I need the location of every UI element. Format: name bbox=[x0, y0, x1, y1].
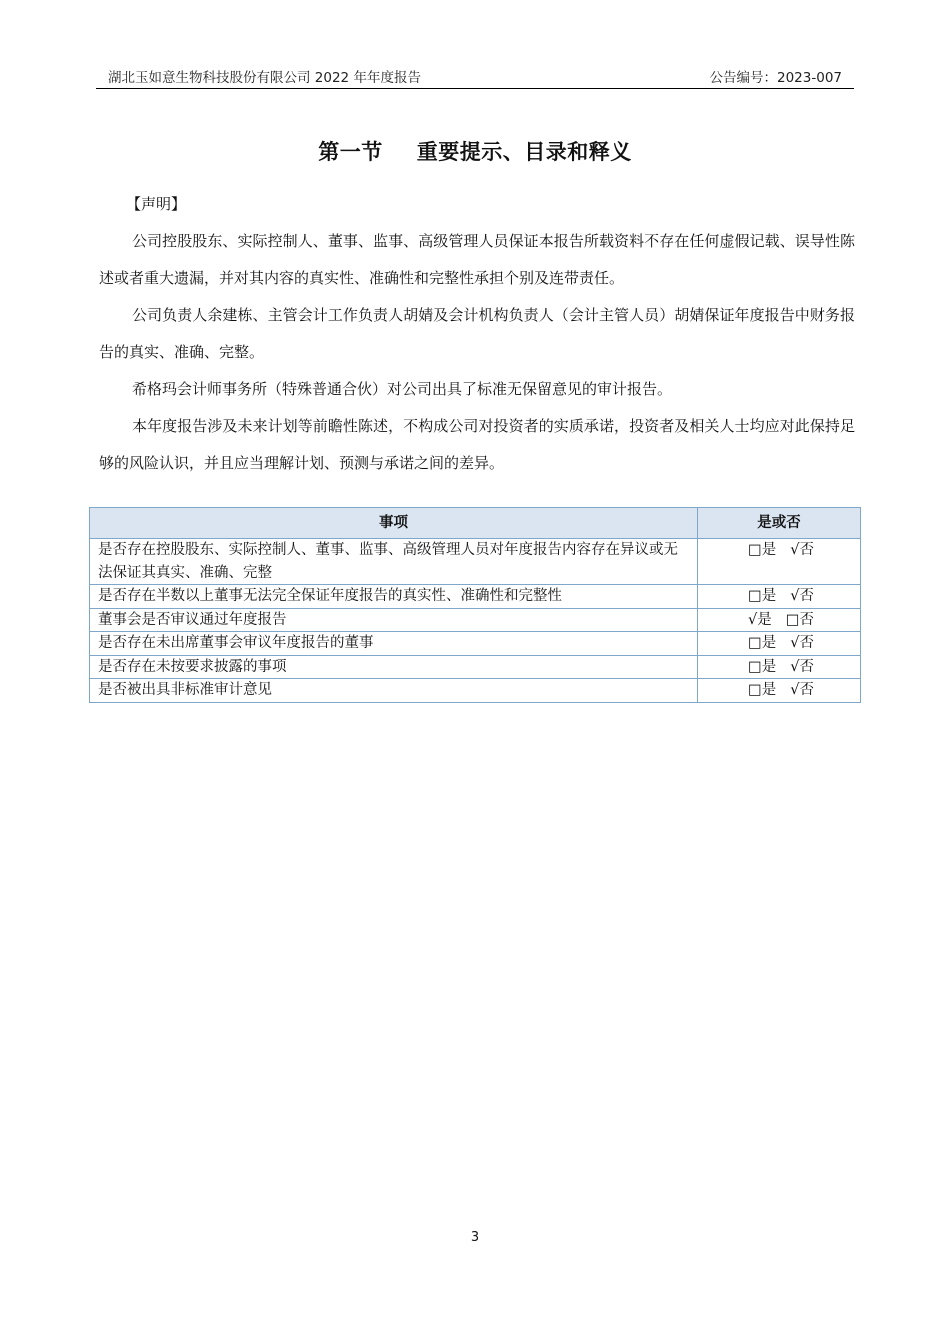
header-announcement-number: 公告编号：2023-007 bbox=[709, 70, 842, 86]
yes-no-cell bbox=[698, 679, 861, 703]
statement-paragraph: 公司控股股东、实际控制人、董事、监事、高级管理人员保证本报告所载资料不存在任何虚假记载、误导性陈述或者重大遗漏，并对其内容的真实性、准确性和完整性承担个别及连带责任。 bbox=[99, 232, 855, 287]
yes-no-cell bbox=[698, 608, 861, 632]
item-cell: 是否存在未按要求披露的事项 bbox=[90, 655, 698, 679]
yes-no-cell bbox=[698, 585, 861, 609]
section-number: 第一节 bbox=[318, 140, 383, 164]
header-report-title: 湖北玉如意生物科技股份有限公司 2022 年年度报告 bbox=[108, 70, 421, 86]
table-row bbox=[90, 655, 861, 679]
statement-paragraph: 公司负责人余建栋、主管会计工作负责人胡婧及会计机构负责人（会计主管人员）胡婧保证年度报告中财务报告的真实、准确、完整。 bbox=[99, 306, 855, 361]
table-row bbox=[90, 679, 861, 703]
item-cell: 是否存在控股股东、实际控制人、董事、监事、高级管理人员对年度报告内容存在异议或无法保证其真实、准确、完整 bbox=[90, 539, 698, 585]
confirmation-table bbox=[89, 507, 861, 703]
no-checkbox: √否 bbox=[790, 542, 814, 558]
yes-checkbox: □是 bbox=[748, 658, 777, 675]
table-row bbox=[90, 632, 861, 656]
yes-checkbox: □是 bbox=[748, 588, 777, 604]
yes-no-cell bbox=[698, 632, 861, 656]
table-row bbox=[90, 539, 861, 585]
no-checkbox: √否 bbox=[790, 588, 814, 604]
no-checkbox: √否 bbox=[790, 682, 814, 698]
column-header-item: 事项 bbox=[90, 508, 698, 539]
table-header-row bbox=[90, 508, 861, 539]
table-row bbox=[90, 585, 861, 609]
statement-paragraph: 本年度报告涉及未来计划等前瞻性陈述，不构成公司对投资者的实质承诺，投资者及相关人士均应对此保持足够的风险认识，并且应当理解计划、预测与承诺之间的差异。 bbox=[99, 417, 855, 472]
page-header bbox=[96, 66, 854, 86]
yes-checkbox: □是 bbox=[748, 635, 777, 651]
page-number: 3 bbox=[470, 1230, 480, 1245]
table-row bbox=[90, 608, 861, 632]
yes-checkbox: √是 bbox=[748, 611, 772, 628]
item-cell: 董事会是否审议通过年度报告 bbox=[90, 608, 698, 632]
statement-label: 【声明】 bbox=[126, 195, 187, 213]
no-checkbox: □否 bbox=[785, 611, 814, 628]
item-cell: 是否存在半数以上董事无法完全保证年度报告的真实性、准确性和完整性 bbox=[90, 585, 698, 609]
yes-checkbox: □是 bbox=[748, 682, 777, 698]
item-cell: 是否存在未出席董事会审议年度报告的董事 bbox=[90, 632, 698, 656]
section-title bbox=[0, 136, 950, 166]
statement-paragraph: 希格玛会计师事务所（特殊普通合伙）对公司出具了标准无保留意见的审计报告。 bbox=[132, 380, 673, 398]
no-checkbox: √否 bbox=[790, 635, 814, 651]
item-cell: 是否被出具非标准审计意见 bbox=[90, 679, 698, 703]
column-header-yes-no: 是或否 bbox=[698, 508, 861, 539]
yes-no-cell bbox=[698, 539, 861, 585]
header-divider bbox=[96, 88, 854, 89]
section-heading: 重要提示、目录和释义 bbox=[416, 140, 632, 164]
yes-no-cell bbox=[698, 655, 861, 679]
no-checkbox: √否 bbox=[790, 658, 814, 675]
yes-checkbox: □是 bbox=[748, 542, 777, 558]
